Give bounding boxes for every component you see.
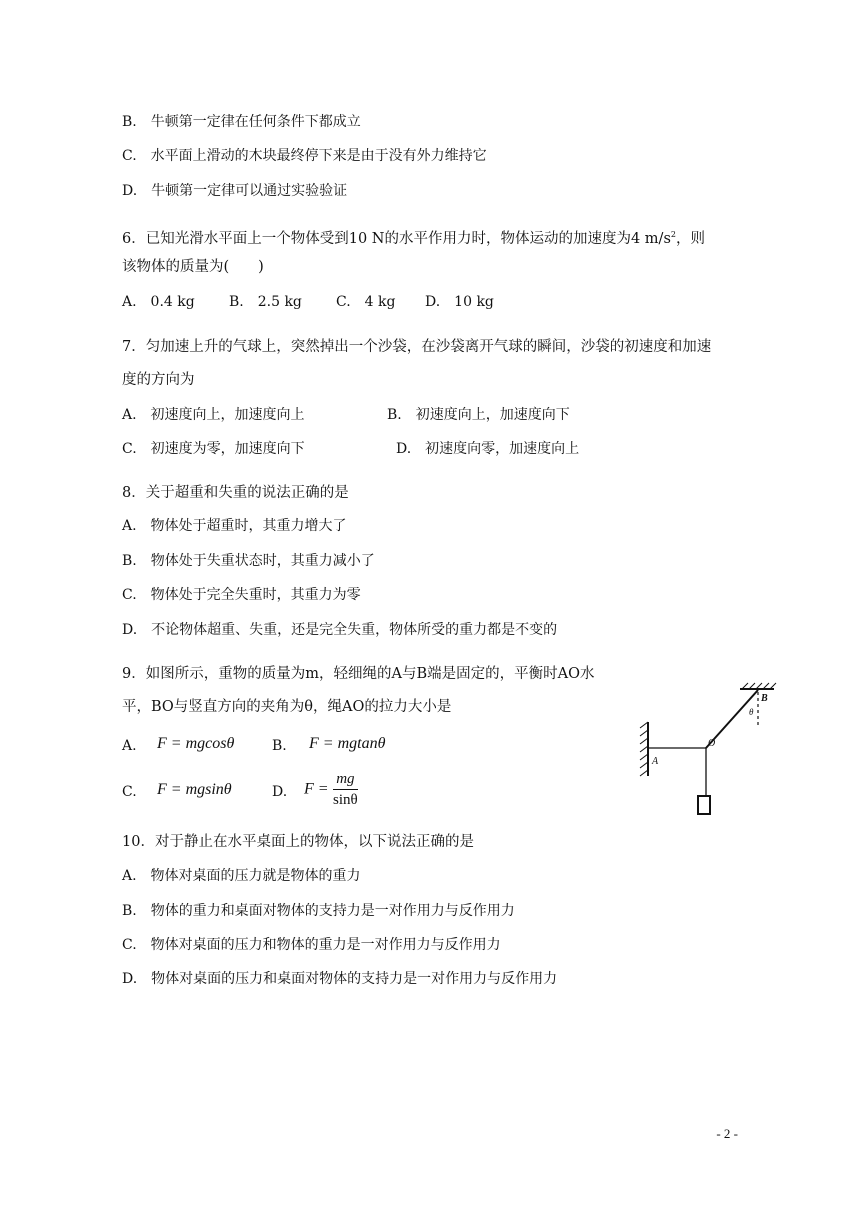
q7-stem-line1: 7．匀加速上升的气球上，突然掉出一个沙袋，在沙袋离开气球的瞬间，沙袋的初速度和加速 <box>122 339 712 355</box>
q7-option-b: B. 初速度向上，加速度向下 <box>387 407 570 423</box>
q8-option-a: A. 物体处于超重时，其重力增大了 <box>122 518 347 534</box>
q7-option-d: D. 初速度向零，加速度向上 <box>396 441 580 457</box>
q9-option-c-label: C. <box>122 784 137 800</box>
label-theta: θ <box>749 707 754 717</box>
q6-option-a: A. 0.4 kg <box>122 294 195 310</box>
page-number: - 2 - <box>716 1126 738 1141</box>
q6-stem-line1 <box>122 226 705 248</box>
weight-block <box>698 796 710 814</box>
q9-option-d-lhs: F = <box>304 780 329 798</box>
label-a: A <box>652 756 659 767</box>
q5-option-c: C. 水平面上滑动的木块最终停下来是由于没有外力维持它 <box>122 148 487 164</box>
q9-option-d-formula <box>304 770 358 814</box>
q9-stem-line2: 平，BO与竖直方向的夹角为θ，绳AO的拉力大小是 <box>122 699 452 715</box>
label-b: B <box>761 693 768 704</box>
q6-option-c: C. 4 kg <box>336 294 396 310</box>
q10-option-b: B. 物体的重力和桌面对物体的支持力是一对作用力与反作用力 <box>122 903 515 919</box>
q6-stem-superscript: 2 <box>670 230 676 239</box>
q9-option-d-numerator: mg <box>333 770 358 790</box>
q8-option-c: C. 物体处于完全失重时，其重力为零 <box>122 587 361 603</box>
q7-option-a: A. 初速度向上，加速度向上 <box>122 407 305 423</box>
q10-option-a: A. 物体对桌面的压力就是物体的重力 <box>122 868 361 884</box>
q9-option-d-denominator: sinθ <box>333 792 358 808</box>
q9-option-a-formula: F = mgcosθ <box>157 735 235 752</box>
q9-option-a-label: A. <box>122 738 137 754</box>
q5-option-b: B. 牛顿第一定律在任何条件下都成立 <box>122 114 361 130</box>
q8-option-d: D. 不论物体超重、失重，还是完全失重，物体所受的重力都是不变的 <box>122 622 558 638</box>
q7-stem-line2: 度的方向为 <box>122 372 195 388</box>
q8-option-b: B. 物体处于失重状态时，其重力减小了 <box>122 553 375 569</box>
q9-stem-line1: 9．如图所示，重物的质量为m，轻细绳的A与B端是固定的，平衡时AO水 <box>122 666 595 682</box>
q9-option-b-label: B. <box>272 738 287 754</box>
q10-option-d: D. 物体对桌面的压力和桌面对物体的支持力是一对作用力与反作用力 <box>122 971 558 987</box>
label-o: O <box>708 738 716 749</box>
q7-option-c: C. 初速度为零，加速度向下 <box>122 441 305 457</box>
q9-option-d-label: D. <box>272 784 288 800</box>
q6-stem-end: ，则 <box>675 230 705 247</box>
q6-stem-text: 6．已知光滑水平面上一个物体受到10 N的水平作用力时，物体运动的加速度为4 m/s <box>122 230 671 247</box>
q5-option-d: D. 牛顿第一定律可以通过实验验证 <box>122 183 348 199</box>
q8-stem: 8．关于超重和失重的说法正确的是 <box>122 485 349 501</box>
q9-option-d-fraction <box>333 770 358 809</box>
q6-option-d: D. 10 kg <box>425 294 494 310</box>
left-wall-hatching <box>640 722 648 776</box>
q9-option-b-formula: F = mgtanθ <box>309 735 386 752</box>
q6-option-b: B. 2.5 kg <box>229 294 302 310</box>
q6-stem-line2: 该物体的质量为( ) <box>122 259 264 275</box>
q9-rope-diagram <box>632 680 782 820</box>
q10-stem: 10．对于静止在水平桌面上的物体，以下说法正确的是 <box>122 834 474 850</box>
q10-option-c: C. 物体对桌面的压力和物体的重力是一对作用力与反作用力 <box>122 937 501 953</box>
q9-option-c-formula: F = mgsinθ <box>157 781 232 798</box>
